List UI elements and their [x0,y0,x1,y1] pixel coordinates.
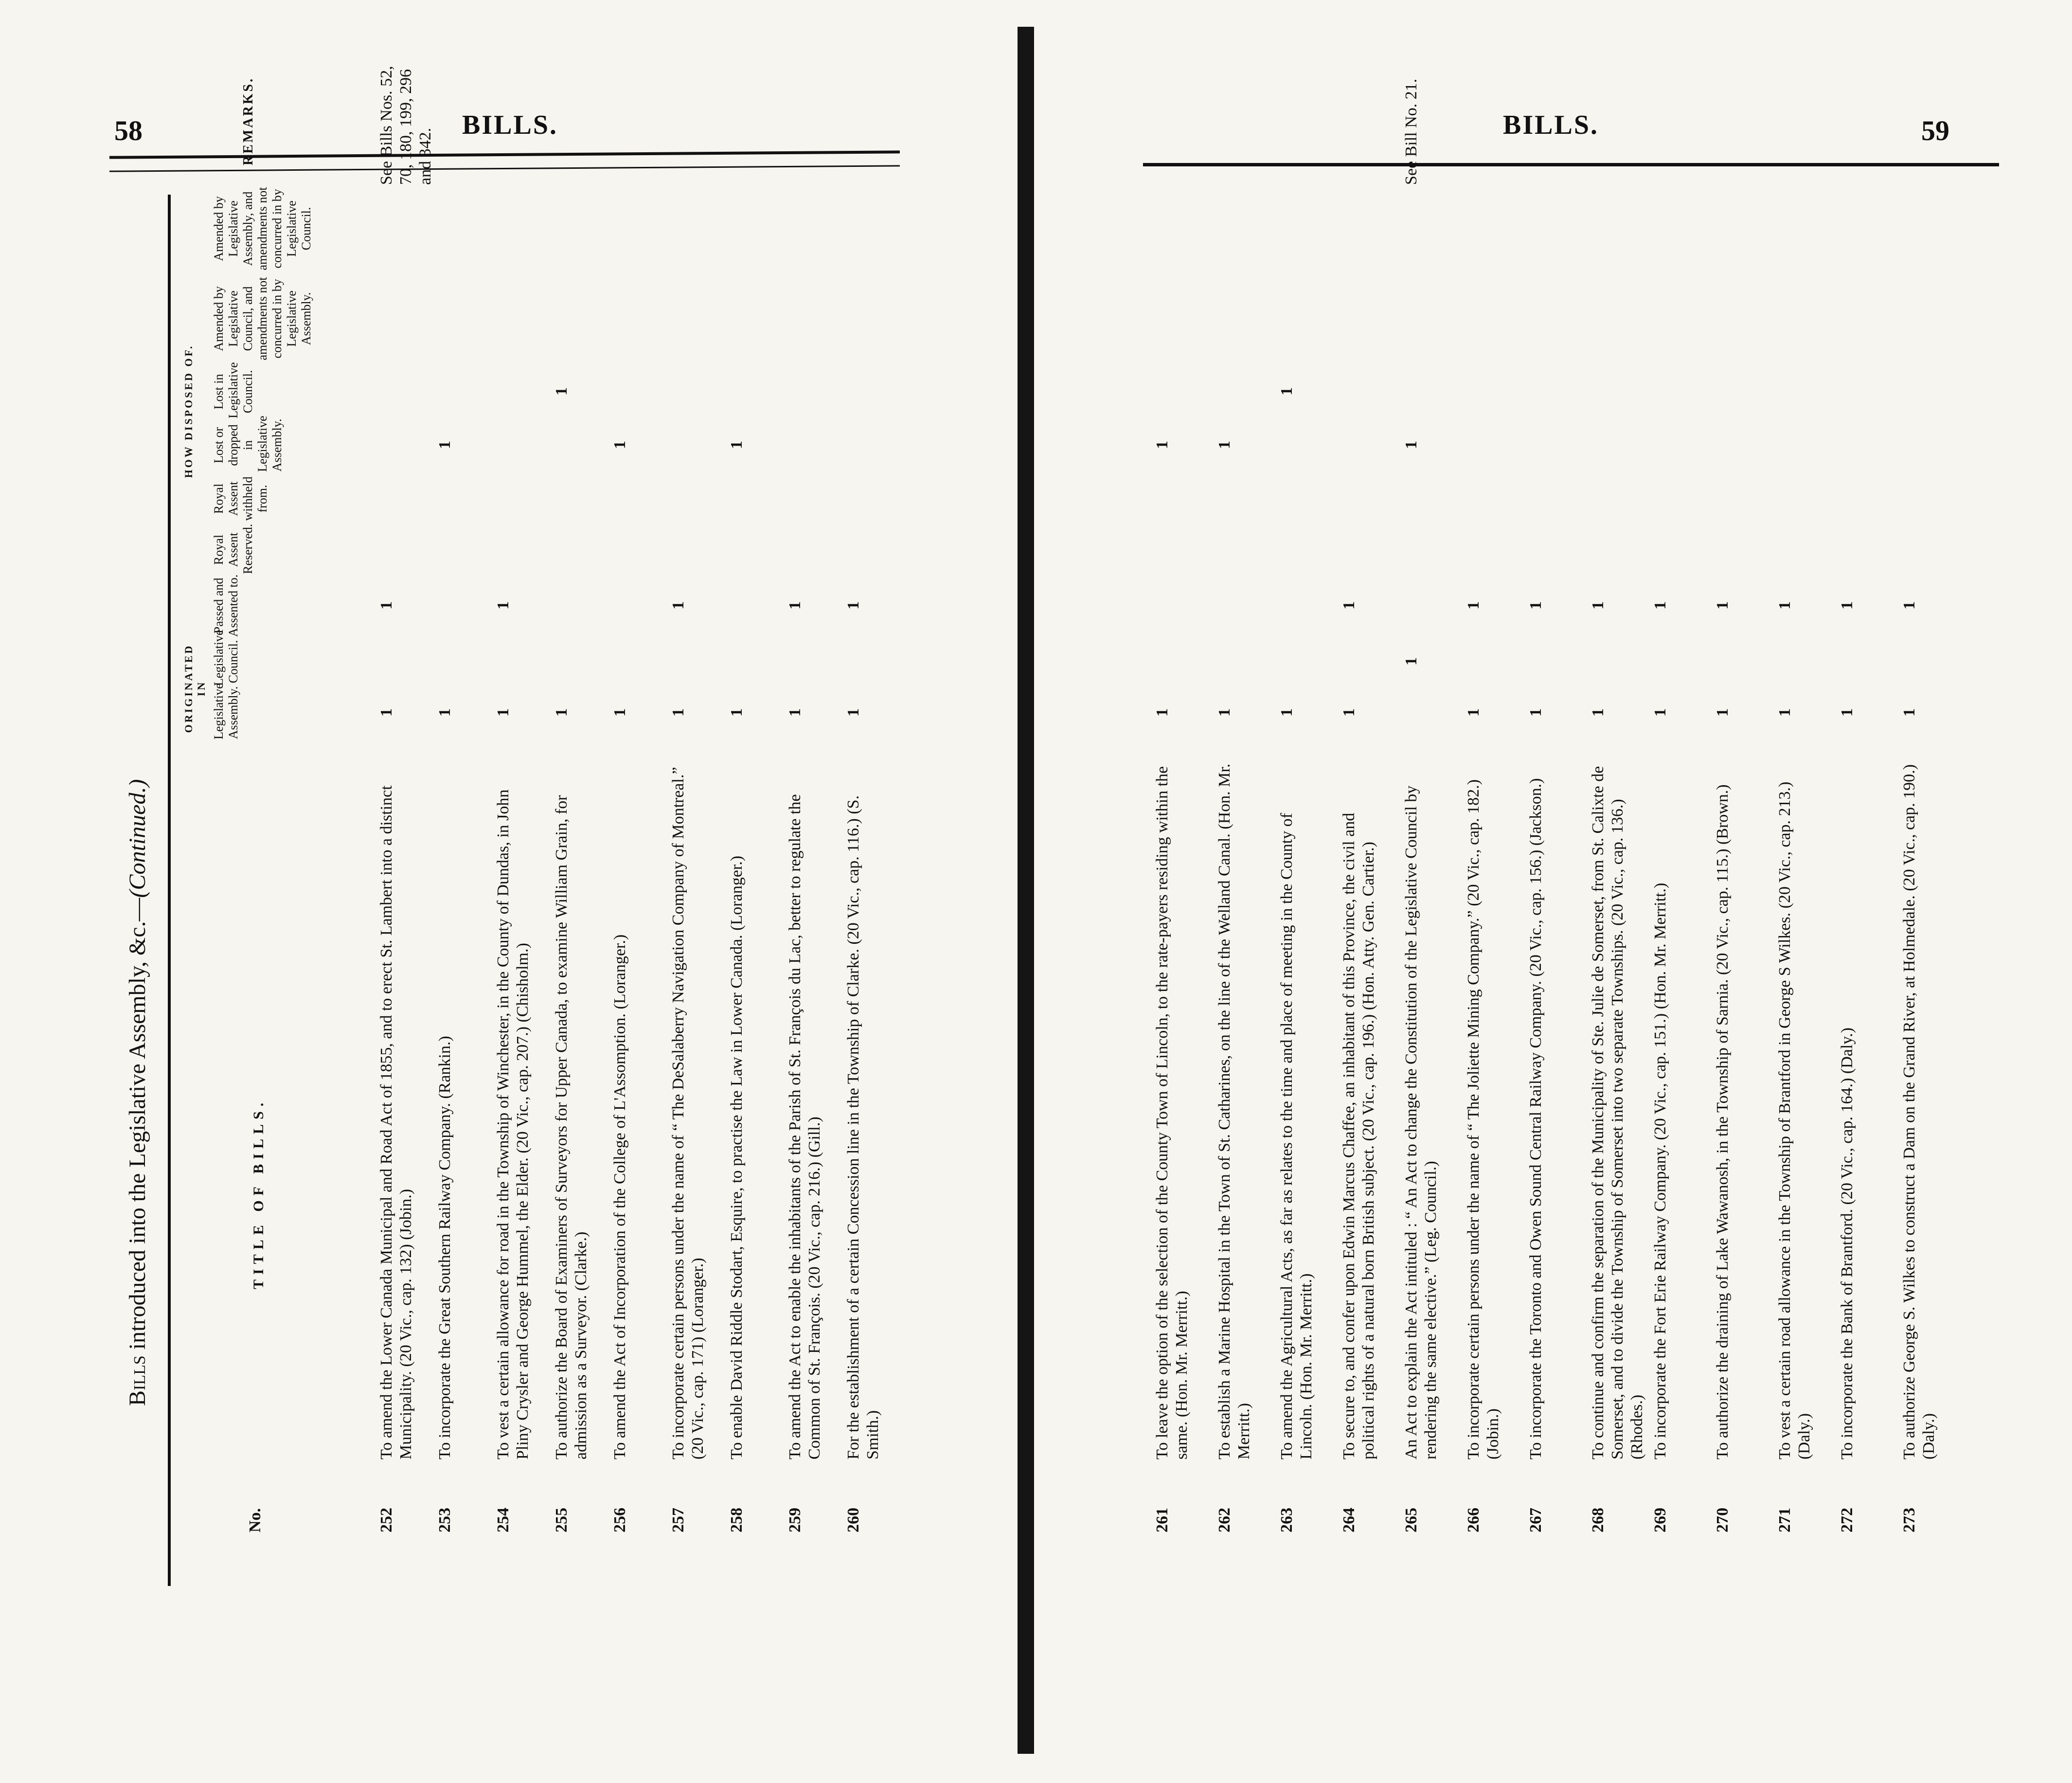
bill-number: 255 [553,1508,571,1532]
mark-passed: 1 [1589,601,1607,610]
mark-passed: 1 [1714,601,1732,610]
bill-number: 266 [1465,1508,1483,1532]
bill-title: To incorporate the Toronto and Owen Sound Central Railway Company. (20 Vic., cap. 156.) (Jackson.) [1527,778,1545,1459]
mark-lost-la: 1 [1402,441,1420,449]
bill-title: To vest a certain allowance for road in the Township of Winchester, in the County of Dundas, in John Pliny Crysler and George Hummel, the Elder. (20 Vic., cap. 207.) (Chisholm.) [494,789,532,1459]
col-header-lost-lc: Lost in Legislative Council. [212,362,255,418]
bill-number: 267 [1527,1508,1545,1532]
bill-number: 262 [1215,1508,1233,1532]
bill-title: To incorporate the Fort Erie Railway Company. (20 Vic., cap. 151.) (Hon. Mr. Merritt.) [1651,882,1669,1459]
mark-passed: 1 [494,601,512,610]
bill-title: To authorize the draining of Lake Wawanosh, in the Township of Sarnia. (20 Vic., cap. 115.) (Brown.) [1714,784,1732,1459]
mark-la: 1 [1465,708,1483,717]
bill-number: 271 [1776,1508,1794,1532]
mark-la: 1 [1651,708,1669,717]
mark-lc: 1 [1402,657,1420,666]
bill-title: To enable David Riddle Stodart, Esquire, to practise the Law in Lower Canada. (Loranger.) [728,855,746,1459]
mark-la: 1 [1900,708,1918,717]
bill-number: 257 [669,1508,687,1532]
page-number: 58 [114,115,143,146]
table-title: Bills introduced into the Legislative Assembly, &c.—(Continued.) [125,779,150,1406]
bill-title: An Act to explain the Act intituled : “ An Act to change the Constitution of the Legislative Council by rendering the same elective.” (Leg. Council.) [1402,785,1440,1459]
mark-la: 1 [1527,708,1545,717]
mark-la: 1 [786,708,804,717]
bill-number: 268 [1589,1508,1607,1532]
mark-lost-la: 1 [728,441,746,449]
left-page [0,0,1012,1783]
bill-title: To leave the option of the selection of the County Town of Lincoln, to the rate-payers residing within the same. (Hon. Mr. Merritt.) [1153,766,1191,1459]
col-header-remarks: REMARKS. [241,76,256,165]
mark-passed: 1 [844,601,862,610]
bill-number: 261 [1153,1508,1171,1532]
header-rule [1143,163,1999,166]
header-rule [109,150,900,159]
mark-passed: 1 [1776,601,1794,610]
mark-passed: 1 [377,601,395,610]
col-header-passed: Passed and Assented to. [212,574,240,637]
bill-title: To amend the Agricultural Acts, as far as relates to the time and place of meeting in the County of Lincoln. (Hon. Mr. Merritt.) [1278,813,1315,1459]
mark-passed: 1 [1838,601,1856,610]
mark-lost-la: 1 [611,441,629,449]
bill-number: 263 [1278,1508,1296,1532]
bill-number: 256 [611,1508,629,1532]
mark-passed: 1 [1465,601,1483,610]
mark-la: 1 [436,708,454,717]
mark-lost-la: 1 [1215,441,1233,449]
bill-number: 258 [728,1508,746,1532]
remarks-text: See Bill No. 21. [1402,78,1420,185]
mark-la: 1 [377,708,395,717]
mark-lost-lc: 1 [1278,387,1296,396]
header-rule-thin [109,165,900,172]
bill-number: 252 [377,1508,395,1532]
bill-title: To authorize the Board of Examiners of Surveyors for Upper Canada, to examine William Grain, for admission as a Surveyor. (Clarke.) [553,795,590,1459]
page-number: 59 [1921,115,1949,146]
bill-title: To establish a Marine Hospital in the Town of St. Catharines, on the line of the Welland Canal. (Hon. Mr. Merritt.) [1215,763,1253,1459]
col-header-amend-la: Amended by Legislative Assembly, and amendments not concurred in by Legislative Council. [212,187,313,270]
col-header-withheld: Royal Assent withheld from. [212,476,269,521]
col-header-reserved: Royal Assent Reserved. [212,523,255,574]
bill-number: 270 [1714,1508,1732,1532]
mark-la: 1 [553,708,571,717]
mark-la: 1 [728,708,746,717]
col-header-lc: Legislative Council. [212,630,240,686]
mark-passed: 1 [786,601,804,610]
mark-la: 1 [1153,708,1171,717]
bill-title: For the establishment of a certain Concession line in the Township of Clarke. (20 Vic., cap. 116.) (S. Smith.) [844,795,882,1459]
mark-passed: 1 [1527,601,1545,610]
col-header-amend-lc: Amended by Legislative Council, and amendments not concurred in by Legislative Assembly. [212,277,313,360]
bill-number: 260 [844,1508,862,1532]
remarks-text: See Bills Nos. 52, 70, 180, 199, 296 and 342. [377,66,434,185]
mark-la: 1 [1838,708,1856,717]
bill-number: 265 [1402,1508,1420,1532]
bill-title: To amend the Lower Canada Municipal and Road Act of 1855, and to erect St. Lambert into a distinct Municipality. (20 Vic., cap. 132) (Jobin.) [377,785,415,1459]
mark-la: 1 [1278,708,1296,717]
mark-la: 1 [844,708,862,717]
mark-la: 1 [1589,708,1607,717]
mark-passed: 1 [1340,601,1358,610]
col-header-no: No. [246,1508,264,1532]
group-header-originated: ORIGINATED IN [182,644,207,733]
left-table [124,66,931,1601]
bill-title: To vest a certain road allowance in the Township of Brantford in George S Wilkes. (20 Vic., cap. 213.) (Daly.) [1776,781,1813,1459]
bill-title: To incorporate the Bank of Brantford. (20 Vic., cap. 164.) (Daly.) [1838,1027,1856,1459]
mark-la: 1 [1340,708,1358,717]
running-title: BILLS. [462,110,558,140]
bill-number: 269 [1651,1508,1669,1532]
bill-title: To amend the Act to enable the inhabitants of the Parish of St. François du Lac, better to regulate the Common of St. François. (20 Vic., cap. 216.) (Gill.) [786,794,823,1459]
mark-la: 1 [494,708,512,717]
bill-number: 264 [1340,1508,1358,1532]
mark-la: 1 [669,708,687,717]
group-header-disposed: HOW DISPOSED OF. [182,344,195,478]
bill-title: To authorize George S. Wilkes to construct a Dam on the Grand River, at Holmedale. (20 Vic., cap. 190.) (Daly.) [1900,764,1938,1459]
mark-la: 1 [611,708,629,717]
bill-title: To incorporate certain persons under the name of “ The Joliette Mining Company.” (20 Vic., cap. 182.) (Jobin.) [1465,779,1502,1459]
mark-passed: 1 [669,601,687,610]
bill-title: To secure to, and confer upon Edwin Marcus Chaffee, an inhabitant of this Province, the civil and political rights of a natural born British subject. (20 Vic., cap. 196.) (Hon. Atty. Gen. Cartier.) [1340,812,1377,1459]
running-title: BILLS. [1503,110,1599,140]
bill-title: To incorporate certain persons under the name of “ The DeSalaberry Navigation Company of Montreal.” (20 Vic., cap. 171) (Loranger.) [669,767,707,1459]
binding-gutter [1018,27,1034,1754]
mark-la: 1 [1714,708,1732,717]
bill-number: 254 [494,1508,512,1532]
bill-number: 259 [786,1508,804,1532]
col-header-title: TITLE OF BILLS. [250,1098,267,1289]
bill-title: To incorporate the Great Southern Railway Company. (Rankin.) [436,1036,454,1459]
bill-number: 272 [1838,1508,1856,1532]
bill-title: To amend the Act of Incorporation of the College of L'Assomption. (Loranger.) [611,934,629,1459]
bill-title: To continue and confirm the separation of the Municipality of Ste. Julie de Somerset, from St. Calixte de Somerset, and to divide the Township of Somerset into two separate Townships. (20 Vic., cap. 136.) (Rhodes.) [1589,766,1646,1459]
mark-lost-la: 1 [1153,441,1171,449]
mark-passed: 1 [1900,601,1918,610]
bill-number: 273 [1900,1508,1918,1532]
mark-la: 1 [1215,708,1233,717]
mark-passed: 1 [1651,601,1669,610]
col-header-la: Legislative Assembly. [212,683,240,739]
mark-lost-la: 1 [436,441,454,449]
bill-number: 253 [436,1508,454,1532]
right-page [1036,0,2072,1783]
mark-lost-lc: 1 [553,387,571,396]
mark-la: 1 [1776,708,1794,717]
col-header-lost-la: Lost or dropped in Legislative Assembly. [212,415,284,472]
